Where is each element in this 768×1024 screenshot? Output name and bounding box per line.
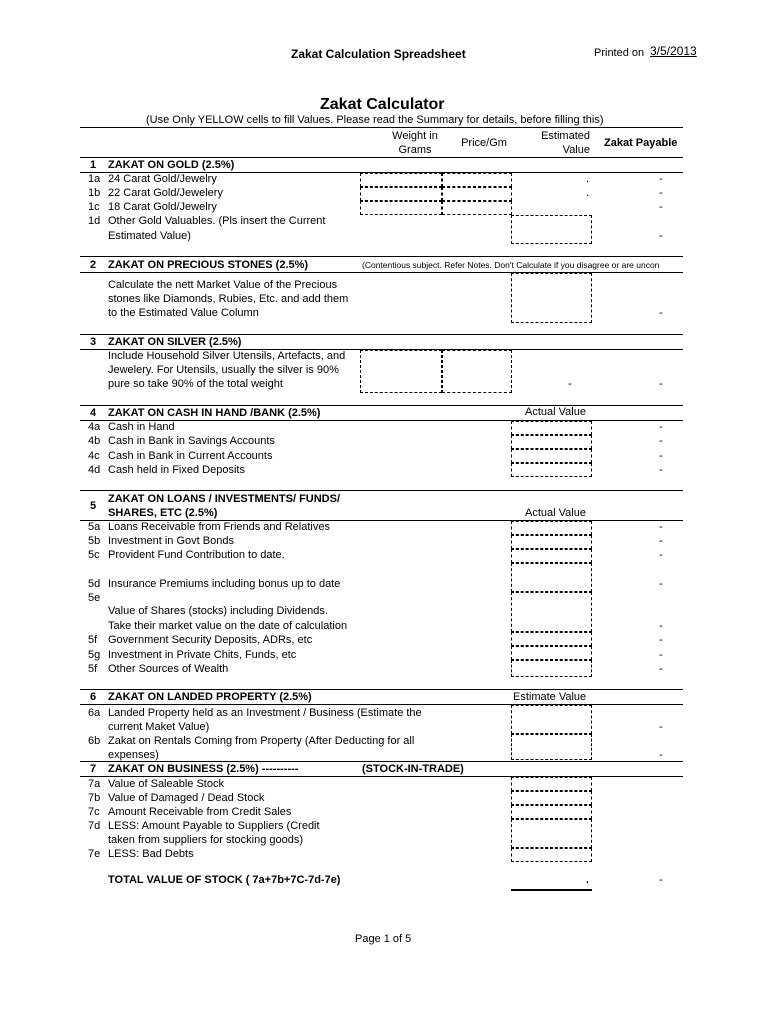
row-id: 4d [88,464,101,476]
row-zakat: - [659,578,663,590]
printed-date: 3/5/2013 [650,44,697,58]
row-label: current Maket Value) [108,721,210,733]
row-label: Government Security Deposits, ADRs, etc [108,634,313,646]
price-input-3[interactable] [442,350,512,393]
row-label: Investment in Govt Bonds [108,535,234,547]
value-input-7d[interactable] [511,819,592,848]
row-zakat: - [659,521,663,533]
sec2-desc: Calculate the nett Market Value of the Precious [108,279,338,291]
weight-input-1c[interactable] [360,201,442,215]
row-id: 6b [88,735,101,747]
row-zakat: - [659,307,663,319]
row-label: Cash held in Fixed Deposits [108,464,245,476]
row-id: 5d [88,578,101,590]
row-label: Value of Damaged / Dead Stock [108,792,265,804]
actual-input-5f[interactable] [511,632,592,646]
row-id: 4a [88,421,101,433]
row-zakat: - [659,535,663,547]
row-id: 6a [88,707,101,719]
sec6-col-label: Estimate Value [513,691,587,703]
estimated-input-1d[interactable] [511,215,592,244]
row-id: 7c [88,806,100,818]
divider [80,776,683,777]
sec6-num: 6 [90,691,97,703]
sec4-col-label: Actual Value [525,406,586,418]
actual-input-4c[interactable] [511,449,592,463]
divider [80,157,683,158]
weight-input-1b[interactable] [360,187,442,201]
sec3-num: 3 [90,336,97,348]
row-label: LESS: Bad Debts [108,848,194,860]
row-zakat: - [659,663,663,675]
row-label: Zakat on Rentals Coming from Property (After Deducting for all [108,735,415,747]
divider [80,127,683,128]
sec2-desc: to the Estimated Value Column [108,307,259,319]
sec5-title: ZAKAT ON LOANS / INVESTMENTS/ FUNDS/ [108,493,341,505]
sec3-desc: pure so take 90% of the total weight [108,378,283,390]
sec7-title: ZAKAT ON BUSINESS (2.5%) ---------- [108,763,299,775]
row-zakat: - [659,620,663,632]
row-id: 1d [88,215,101,227]
total-stock-zakat: - [659,874,663,886]
weight-input-3[interactable] [360,350,442,393]
row-id: 5f [88,634,98,646]
row-estimated: - [568,378,572,390]
row-label: Value of Saleable Stock [108,778,224,790]
row-zakat: - [659,435,663,447]
row-zakat: - [659,421,663,433]
row-label: Other Sources of Wealth [108,663,229,675]
row-label: Estimated Value) [108,230,191,242]
row-label: Investment in Private Chits, Funds, etc [108,649,297,661]
estimated-input-2[interactable] [511,273,592,323]
sec3-title: ZAKAT ON SILVER (2.5%) [108,336,242,348]
row-label: Take their market value on the date of calculation [108,620,348,632]
row-zakat: - [659,749,663,761]
divider [80,490,683,491]
actual-input-5b[interactable] [511,535,592,549]
divider [80,704,683,705]
actual-input-4d[interactable] [511,463,592,477]
price-input-1b[interactable] [442,187,512,201]
total-stock-label: TOTAL VALUE OF STOCK ( 7a+7b+7C-7d-7e) [108,874,341,886]
row-zakat: - [659,378,663,390]
actual-input-4b[interactable] [511,435,592,449]
actual-input-5g[interactable] [511,646,592,660]
sec7-subtitle: (STOCK-IN-TRADE) [362,763,464,775]
printed-on-label: Printed on [594,47,645,59]
sheet-title: Zakat Calculation Spreadsheet [291,47,466,61]
row-id: 1a [88,173,101,185]
col-weight-2: Grams [398,144,432,156]
total-stock-value: . [586,874,590,886]
row-zakat: - [659,173,663,185]
sec5-col-label: Actual Value [525,507,586,519]
sec5-title: SHARES, ETC (2.5%) [108,507,218,519]
sec2-num: 2 [90,259,97,271]
actual-input-5e[interactable] [511,592,592,632]
row-label: Provident Fund Contribution to date. [108,549,285,561]
divider [80,689,683,690]
row-zakat: - [659,634,663,646]
row-id: 5b [88,535,101,547]
sec2-title: ZAKAT ON PRECIOUS STONES (2.5%) [108,259,309,271]
value-input-7e[interactable] [511,848,592,862]
estimate-input-6b[interactable] [511,734,592,760]
row-zakat: - [659,649,663,661]
sec3-desc: Jewelery. For Utensils, usually the silver is 90% [108,364,339,376]
row-id: 1c [88,201,100,213]
row-label: Insurance Premiums including bonus up to date [108,578,341,590]
page-title: Zakat Calculator [320,96,445,113]
row-label: LESS: Amount Payable to Suppliers (Credit [108,820,320,832]
row-label: Other Gold Valuables. (Pls insert the Current [108,215,326,227]
row-zakat: - [659,187,663,199]
actual-input-5h[interactable] [511,660,592,677]
sec1-num: 1 [90,159,97,171]
col-zakat: Zakat Payable [604,137,678,149]
sec5-num: 5 [90,500,97,512]
sec4-num: 4 [90,407,97,419]
divider [80,272,683,273]
actual-input-5a[interactable] [511,521,592,535]
row-zakat: - [659,549,663,561]
sec2-desc: stones like Diamonds, Rubies, Etc. and add them [108,293,349,305]
value-input-7a[interactable] [511,777,592,791]
row-label: Cash in Bank in Current Accounts [108,450,273,462]
col-estimated-2: Value [562,144,590,156]
divider [80,405,683,406]
sec1-title: ZAKAT ON GOLD (2.5%) [108,159,235,171]
row-zakat: - [659,464,663,476]
price-input-1c[interactable] [442,201,512,215]
row-label: Cash in Hand [108,421,175,433]
divider [80,334,683,335]
divider [80,256,683,257]
row-zakat: - [659,450,663,462]
row-zakat: - [659,721,663,733]
divider [80,761,683,762]
row-label: Value of Shares (stocks) including Dividends. [108,605,328,617]
row-id: 4b [88,435,101,447]
row-zakat: - [659,230,663,242]
row-id: 7a [88,778,101,790]
col-weight-1: Weight in [392,130,438,142]
col-price: Price/Gm [461,137,507,149]
row-label: Amount Receivable from Credit Sales [108,806,292,818]
price-input-1a[interactable] [442,173,512,187]
row-label: 22 Carat Gold/Jewelery [108,187,223,199]
weight-input-1a[interactable] [360,173,442,187]
row-id: 4c [88,450,100,462]
row-zakat: - [659,201,663,213]
sec3-desc: Include Household Silver Utensils, Artefacts, and [108,350,346,362]
row-id: 1b [88,187,101,199]
row-id: 5g [88,649,101,661]
actual-input-4a[interactable] [511,421,592,435]
sec4-title: ZAKAT ON CASH IN HAND /BANK (2.5%) [108,407,321,419]
row-label: 18 Carat Gold/Jewelry [108,201,217,213]
value-input-7c[interactable] [511,805,592,819]
col-estimated-1: Estimated [541,130,590,142]
row-id: 7d [88,820,101,832]
row-label: Cash in Bank in Savings Accounts [108,435,275,447]
row-id: 5a [88,521,101,533]
row-label: Loans Receivable from Friends and Relatives [108,521,330,533]
sec7-num: 7 [90,763,97,775]
actual-input-5c[interactable] [511,549,592,563]
row-label: Landed Property held as an Investment / Business (Estimate the [108,707,422,719]
row-id: 5e [88,592,101,604]
actual-input-5d[interactable] [511,563,592,592]
page-number: Page 1 of 5 [355,933,412,945]
sec2-note: (Contentious subject. Refer Notes. Don't Calculate if you disagree or are uncon [362,260,660,270]
row-estimated: . [586,173,590,185]
total-underline [511,889,592,891]
row-id: 5c [88,549,100,561]
subtitle: (Use Only YELLOW cells to fill Values. Please read the Summary for details, before filling this) [146,114,604,126]
estimate-input-6a[interactable] [511,705,592,734]
row-id: 7b [88,792,101,804]
value-input-7b[interactable] [511,791,592,805]
row-label: 24 Carat Gold/Jewelry [108,173,217,185]
row-label: taken from suppliers for stocking goods) [108,834,304,846]
sec6-title: ZAKAT ON LANDED PROPERTY (2.5%) [108,691,312,703]
row-estimated: . [586,187,590,199]
row-label: expenses) [108,749,159,761]
row-id: 7e [88,848,101,860]
row-id: 5f [88,663,98,675]
